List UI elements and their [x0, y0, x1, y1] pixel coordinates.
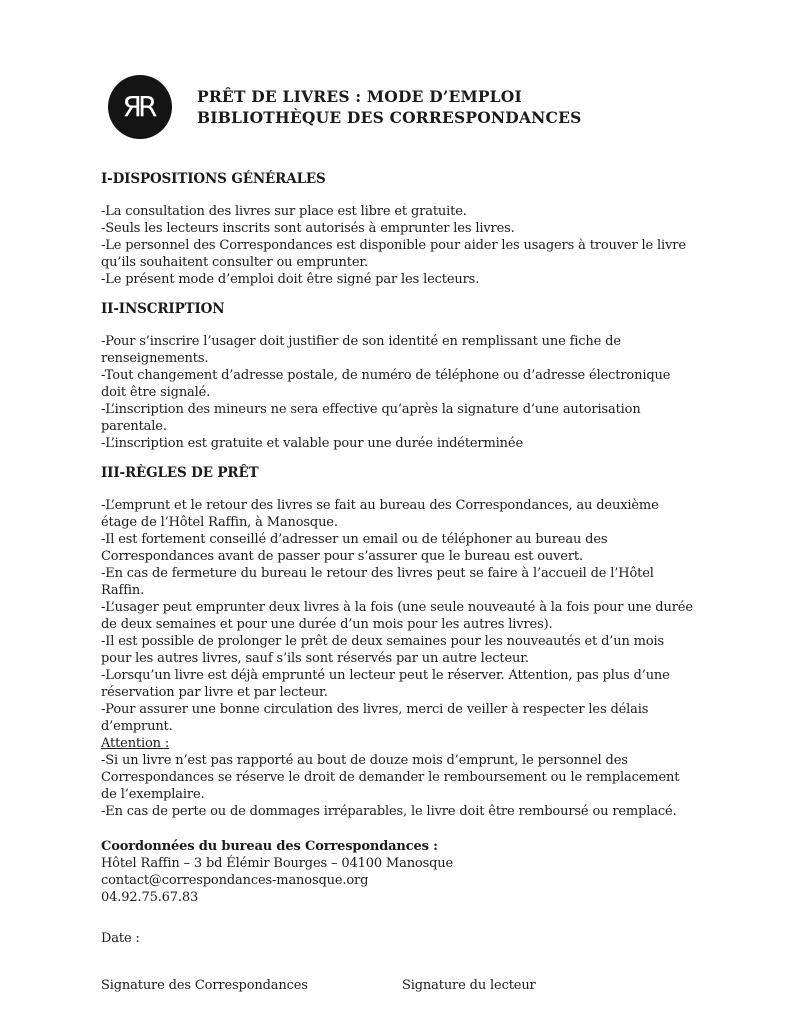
paragraph-line: -Pour s’inscrire l’usager doit justifier de son identité en remplissant une fiche de renseignements. — [101, 334, 621, 366]
contact-line: contact@correspondances-manosque.org — [101, 873, 369, 888]
paragraph-line: -Le présent mode d’emploi doit être signé par les lecteurs. — [101, 272, 480, 287]
contact-block — [101, 838, 697, 906]
contact-heading: Coordonnées du bureau des Correspondances : — [101, 839, 438, 854]
document-title-line2: BIBLIOTHÈQUE DES CORRESPONDANCES — [197, 108, 582, 127]
paragraph-line: -Pour assurer une bonne circulation des livres, merci de veiller à respecter les délais d’emprunt. — [101, 702, 649, 734]
logo-monogram: ЯR — [122, 89, 154, 123]
section-paragraph — [101, 497, 697, 820]
correspondances-logo-icon — [108, 75, 172, 139]
paragraph-line: -L’inscription est gratuite et valable pour une durée indéterminée — [101, 436, 523, 451]
paragraph-line: -Seuls les lecteurs inscrits sont autorisés à emprunter les livres. — [101, 221, 515, 236]
paragraph-line: -Tout changement d’adresse postale, de numéro de téléphone ou d’adresse électronique doit être signalé. — [101, 368, 671, 400]
attention-label: Attention : — [101, 736, 170, 751]
paragraph-line: -L’inscription des mineurs ne sera effective qu’après la signature d’une autorisation parentale. — [101, 402, 641, 434]
contact-lines — [101, 855, 697, 906]
paragraph-line: -Le personnel des Correspondances est disponible pour aider les usagers à trouver le livre qu’ils souhaitent consulter ou emprunter. — [101, 238, 686, 270]
section-heading: I-DISPOSITIONS GÉNÉRALES — [101, 171, 326, 187]
section-paragraph — [101, 203, 697, 288]
paragraph-line: -La consultation des livres sur place est libre et gratuite. — [101, 204, 467, 219]
sections-container — [101, 171, 697, 820]
signature-left-label: Signature des Correspondances — [101, 978, 308, 993]
signature-right-label: Signature du lecteur — [402, 978, 536, 993]
contact-line: Hôtel Raffin – 3 bd Élémir Bourges – 04100 Manosque — [101, 856, 454, 871]
paragraph-line: -L’emprunt et le retour des livres se fait au bureau des Correspondances, au deuxième étage de l’Hôtel Raffin, à Manosque. — [101, 498, 659, 530]
paragraph-line: -Si un livre n’est pas rapporté au bout de douze mois d’emprunt, le personnel des Correspondances se réserve le droit de demander le remboursement ou le remplacement de l’exemplaire. — [101, 753, 680, 802]
document-section — [101, 301, 697, 452]
paragraph-line: -Il est fortement conseillé d’adresser un email ou de téléphoner au bureau des Correspondances avant de passer pour s’assurer que le bureau est ouvert. — [101, 532, 608, 564]
paragraph-line: -Lorsqu’un livre est déjà emprunté un lecteur peut le réserver. Attention, pas plus d’une réservation par livre et par lecteur. — [101, 668, 670, 700]
contact-line: 04.92.75.67.83 — [101, 890, 199, 905]
document-section — [101, 171, 697, 288]
document-section — [101, 465, 697, 820]
document-header — [108, 75, 582, 139]
title-block — [197, 86, 582, 128]
paragraph-line: -En cas de fermeture du bureau le retour des livres peut se faire à l’accueil de l’Hôtel Raffin. — [101, 566, 654, 598]
document-title-line1: PRÊT DE LIVRES : MODE D’EMPLOI — [197, 87, 522, 106]
section-heading: II-INSCRIPTION — [101, 301, 225, 317]
document-body — [101, 171, 697, 994]
signature-row — [101, 977, 697, 994]
paragraph-line: -L’usager peut emprunter deux livres à la fois (une seule nouveauté à la fois pour une durée de deux semaines et pour une durée d’un mois pour les autres livres). — [101, 600, 693, 632]
date-label: Date : — [101, 931, 140, 946]
section-paragraph — [101, 333, 697, 452]
paragraph-line: -En cas de perte ou de dommages irréparables, le livre doit être remboursé ou remplacé. — [101, 804, 677, 819]
paragraph-line: -Il est possible de prolonger le prêt de deux semaines pour les nouveautés et d’un mois pour les autres livres, sauf s’ils sont réservés par un autre lecteur. — [101, 634, 665, 666]
section-heading: III-RÈGLES DE PRÊT — [101, 465, 259, 481]
